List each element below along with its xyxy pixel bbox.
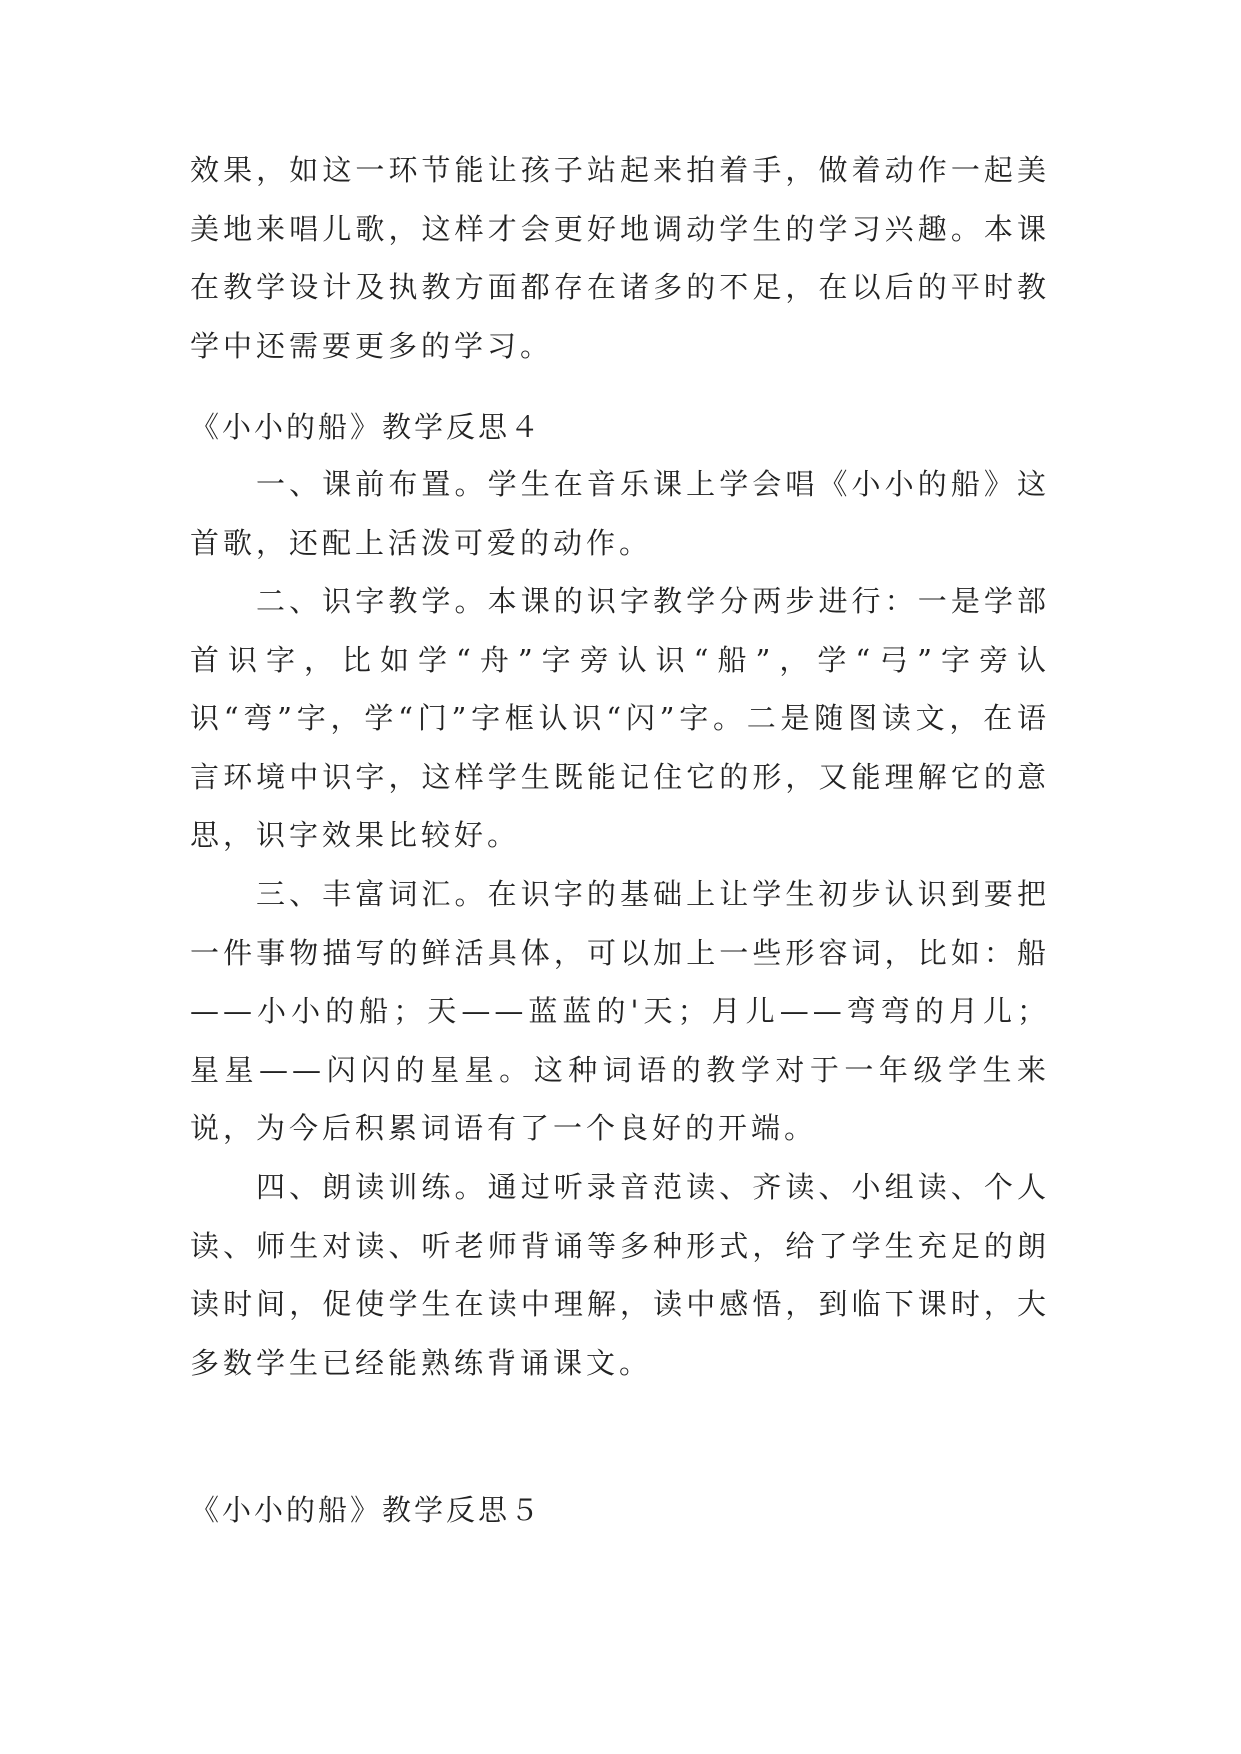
intro-paragraph: 效果，如这一环节能让孩子站起来拍着手，做着动作一起美美地来唱儿歌，这样才会更好地调动学生的学习兴趣。本课在教学设计及执教方面都存在诸多的不足，在以后的平时教学中还需要更多的学习。: [190, 153, 1050, 363]
paragraph-course-preparation: 一、课前布置。学生在音乐课上学会唱《小小的船》这首歌，还配上活泼可爱的动作。: [190, 467, 1050, 560]
paragraph-vocabulary: 三、丰富词汇。在识字的基础上让学生初步认识到要把一件事物描写的鲜活具体，可以加上一些形容词，比如：船——小小的船；天——蓝蓝的'天；月儿——弯弯的月儿；星星——闪闪的星星。这种词语的教学对于一年级学生来说，为今后积累词语有了一个良好的开端。: [190, 877, 1050, 1145]
section-heading-4: 《小小的船》教学反思４: [190, 410, 543, 444]
paragraph-literacy-teaching: 二、识字教学。本课的识字教学分两步进行：一是学部首识字，比如学“舟”字旁认识“船”，学“弓”字旁认识“弯”字，学“门”字框认识“闪”字。二是随图读文，在语言环境中识字，这样学生既能记住它的形，又能理解它的意思，识字效果比较好。: [190, 584, 1050, 852]
section-heading-5: 《小小的船》教学反思５: [190, 1493, 543, 1527]
paragraph-reading-training: 四、朗读训练。通过听录音范读、齐读、小组读、个人读、师生对读、听老师背诵等多种形式，给了学生充足的朗读时间，促使学生在读中理解，读中感悟，到临下课时，大多数学生已经能熟练背诵课文。: [190, 1170, 1050, 1380]
